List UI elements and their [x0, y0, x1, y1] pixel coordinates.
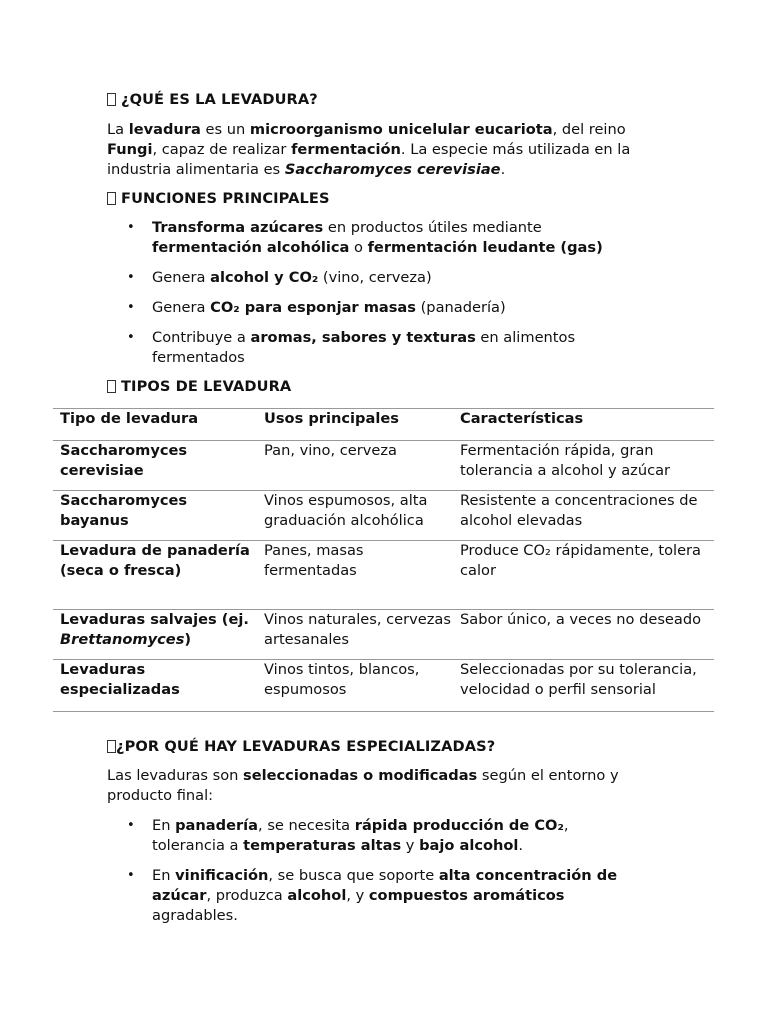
text-run: Genera	[152, 269, 211, 286]
cell-usos: Panes, masas fermentadas	[264, 542, 364, 579]
cell-tipo	[53, 610, 257, 660]
cell-usos: Pan, vino, cerveza	[264, 442, 397, 459]
text-run: Las levaduras son	[107, 767, 244, 784]
list-item	[107, 298, 627, 318]
bold-text: alcohol y CO₂	[210, 269, 319, 286]
text-run: , tolerancia a	[152, 817, 569, 854]
bold-text: temperaturas altas	[243, 837, 402, 854]
emphasis-text: Saccharomyces cerevisiae	[284, 161, 501, 178]
especializadas-list	[107, 816, 637, 936]
emphasis-text: Brettanomyces	[60, 631, 185, 648]
bold-text: CO₂ para esponjar masas	[210, 299, 416, 316]
list-item	[107, 866, 637, 926]
text-run: Contribuye a	[152, 329, 251, 346]
bold-text	[285, 161, 501, 178]
header-caracteristicas: Características	[460, 410, 584, 427]
bold-text: Saccharomyces bayanus	[60, 492, 188, 529]
text-run: (panadería)	[415, 299, 506, 316]
bold-text: Levaduras salvajes (ej.	[60, 611, 249, 628]
bold-text: fermentación alcohólica	[152, 239, 350, 256]
list-item	[107, 218, 627, 258]
text-run: , del reino	[552, 121, 626, 138]
table-row	[53, 610, 714, 660]
bold-text: microorganismo unicelular eucariota	[249, 121, 553, 138]
bold-text: panadería	[175, 817, 259, 834]
text-run: agradables.	[152, 907, 238, 924]
table-row	[53, 441, 714, 491]
cell-usos: Vinos naturales, cervezas artesanales	[264, 611, 451, 648]
bold-text: Transforma azúcares	[152, 219, 324, 236]
bold-text: )	[184, 631, 192, 648]
table-row	[53, 660, 714, 712]
cell-caracteristicas: Seleccionadas por su tolerancia, velocidad o perfil sensorial	[460, 661, 697, 698]
text-run: es un	[200, 121, 250, 138]
bold-text: rápida producción de CO₂	[354, 817, 564, 834]
especializadas-paragraph	[107, 766, 647, 806]
text-run: Genera	[152, 299, 211, 316]
cell-tipo	[53, 541, 257, 610]
funciones-list	[107, 218, 627, 378]
text-run: , se necesita	[258, 817, 355, 834]
bold-text: vinificación	[175, 867, 269, 884]
header-usos: Usos principales	[264, 410, 399, 427]
list-item	[107, 268, 627, 288]
bold-text: Fungi	[107, 141, 153, 158]
text-run: , y	[346, 887, 369, 904]
bold-text: seleccionadas o modificadas	[243, 767, 478, 784]
text-run: La	[107, 121, 129, 138]
bold-text: bajo alcohol	[419, 837, 519, 854]
bold-text: Levadura de panadería (seca o fresca)	[60, 542, 250, 579]
emoji-placeholder-icon	[107, 93, 116, 106]
cell-caracteristicas: Sabor único, a veces no deseado	[460, 611, 702, 628]
cell-tipo	[53, 660, 257, 712]
bold-text: compuestos aromáticos	[368, 887, 565, 904]
cell-usos: Vinos tintos, blancos, espumosos	[264, 661, 420, 698]
section-heading-tipos: TIPOS DE LEVADURA	[107, 377, 291, 397]
yeast-types-table	[53, 408, 714, 712]
bold-text: fermentación	[291, 141, 401, 158]
text-run: (vino, cerveza)	[318, 269, 432, 286]
text-run: .	[500, 161, 506, 178]
bold-text: alta concentración de azúcar	[152, 867, 618, 904]
list-item	[107, 328, 627, 368]
text-run: En	[152, 867, 176, 884]
header-tipo: Tipo de levadura	[60, 410, 199, 427]
bold-text: Saccharomyces cerevisiae	[60, 442, 188, 479]
text-run: , capaz de realizar	[152, 141, 292, 158]
bold-text	[60, 631, 184, 648]
text-run: , produzca	[206, 887, 288, 904]
table-header-row	[53, 409, 714, 441]
cell-usos: Vinos espumosos, alta graduación alcohólica	[264, 492, 428, 529]
bold-text: levadura	[128, 121, 201, 138]
section-heading-funciones: FUNCIONES PRINCIPALES	[107, 189, 330, 209]
table-row	[53, 541, 714, 610]
text-run: en productos útiles mediante	[323, 219, 542, 236]
text-run: o	[349, 239, 368, 256]
text-run: .	[518, 837, 524, 854]
text-run: En	[152, 817, 176, 834]
emoji-placeholder-icon	[107, 740, 116, 753]
section-heading-por-que: ¿POR QUÉ HAY LEVADURAS ESPECIALIZADAS?	[107, 737, 495, 757]
table-row	[53, 491, 714, 541]
intro-paragraph	[107, 120, 667, 180]
text-run: según el entorno y producto final:	[107, 767, 619, 804]
section-heading-que-es: ¿QUÉ ES LA LEVADURA?	[107, 90, 318, 110]
cell-caracteristicas: Produce CO₂ rápidamente, tolera calor	[460, 542, 701, 579]
text-run: en alimentos fermentados	[152, 329, 576, 366]
cell-tipo	[53, 441, 257, 491]
bold-text: Levaduras especializadas	[60, 661, 180, 698]
emoji-placeholder-icon	[107, 380, 116, 393]
bold-text: fermentación leudante (gas)	[367, 239, 603, 256]
bold-text: alcohol	[287, 887, 347, 904]
text-run: . La especie más utilizada en la industria alimentaria es	[107, 141, 631, 178]
cell-caracteristicas: Resistente a concentraciones de alcohol elevadas	[460, 492, 698, 529]
text-run: y	[401, 837, 420, 854]
list-item	[107, 816, 637, 856]
cell-caracteristicas: Fermentación rápida, gran tolerancia a alcohol y azúcar	[460, 442, 671, 479]
text-run: , se busca que soporte	[268, 867, 439, 884]
cell-tipo	[53, 491, 257, 541]
emoji-placeholder-icon	[107, 192, 116, 205]
bold-text: aromas, sabores y texturas	[250, 329, 476, 346]
